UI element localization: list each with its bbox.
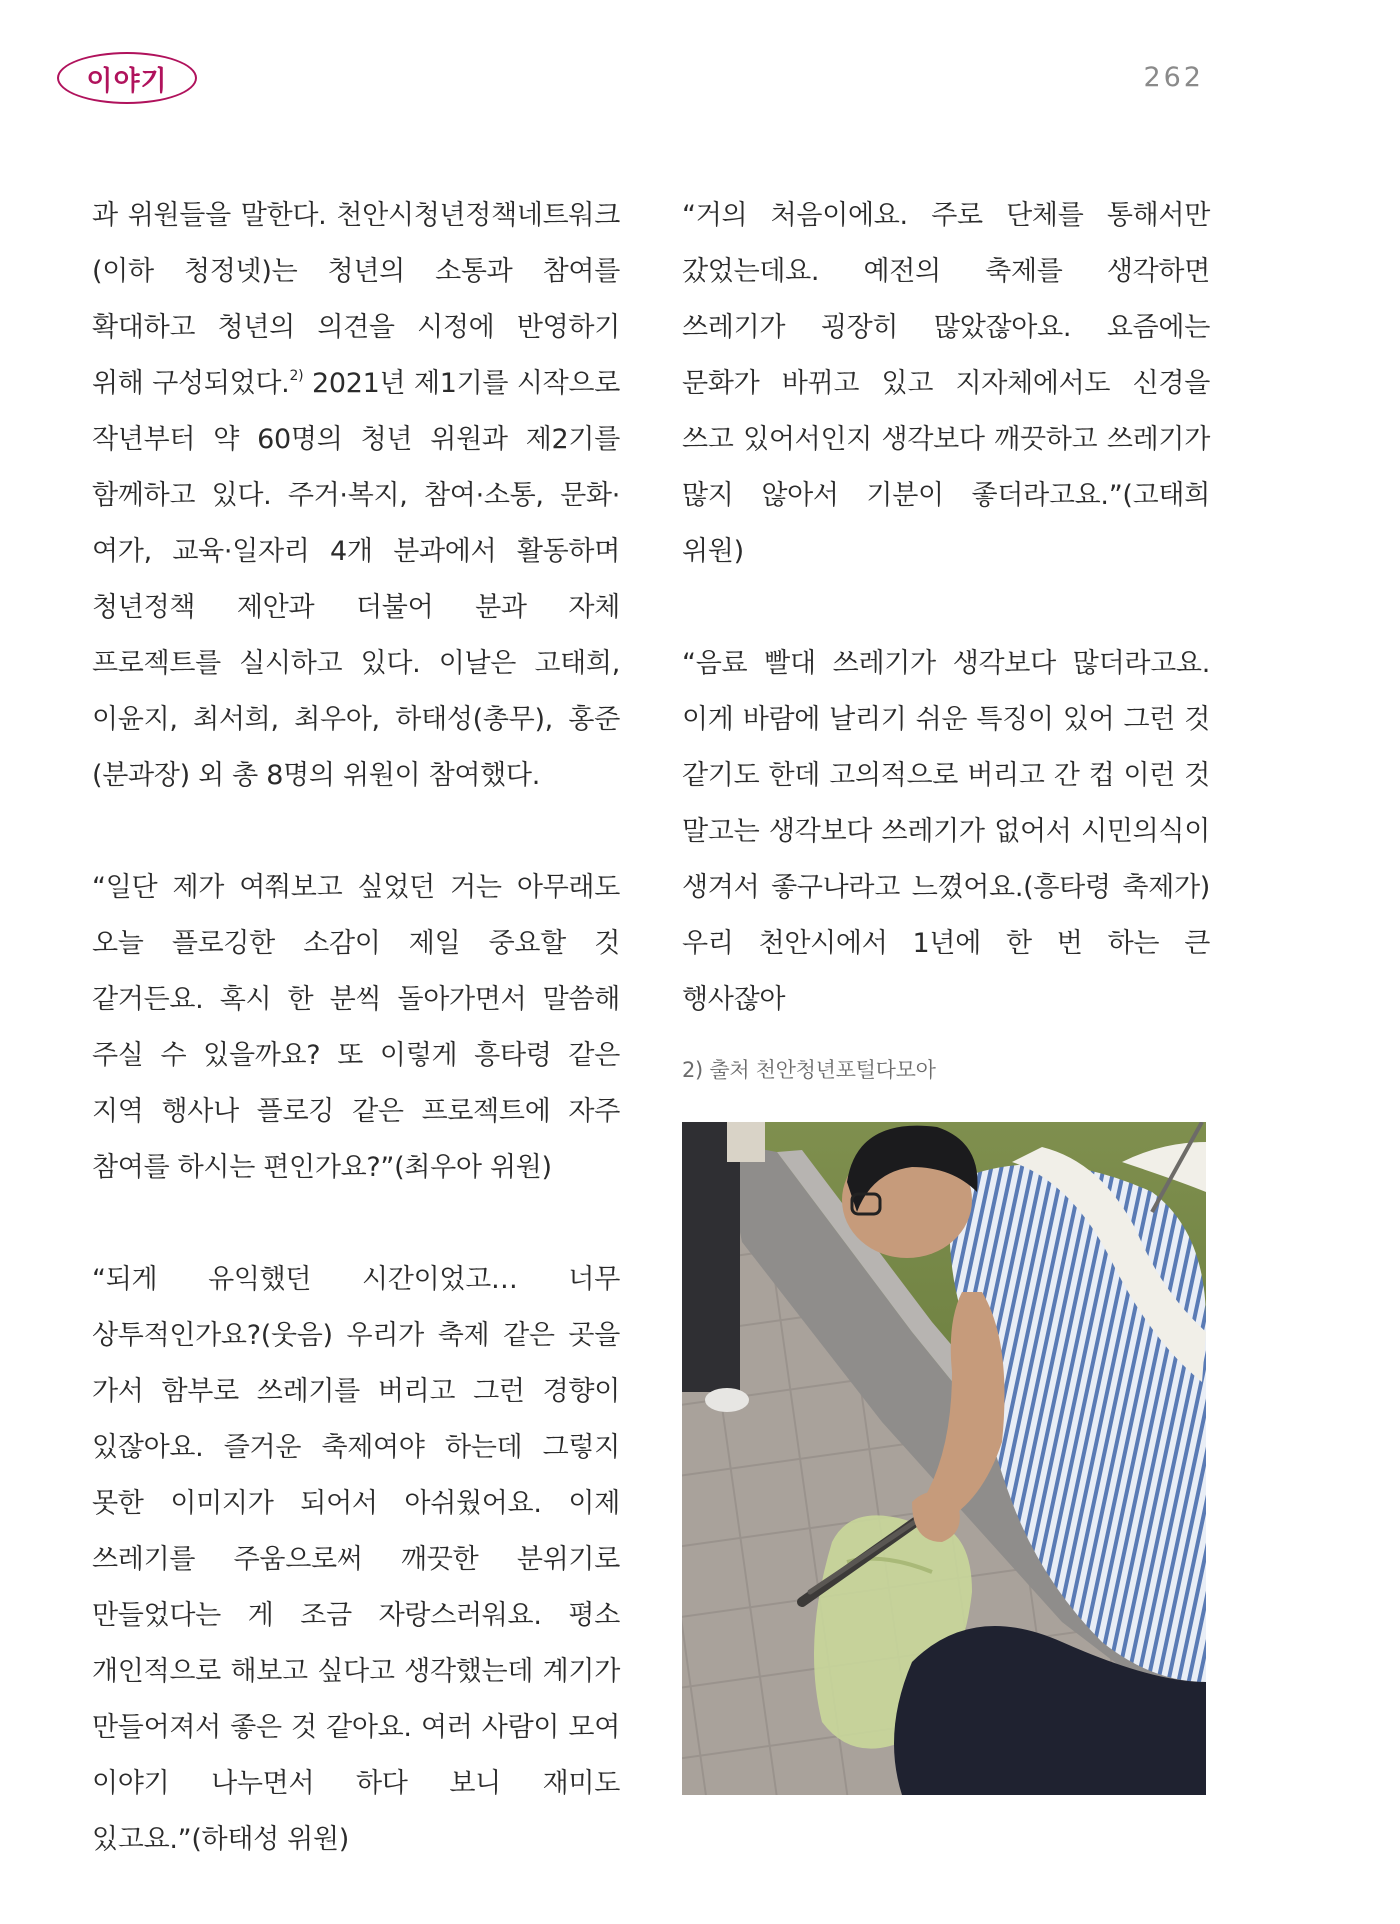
page-number: 262 [1143,62,1204,93]
footnote: 2) 출처 천안청년포털다모아 [682,1058,936,1082]
photo-illustration [682,1122,1206,1795]
quote-straw-trash: “음료 빨대 쓰레기가 생각보다 많더라고요. 이게 바람에 날리기 쉬운 특징이 있어 그런 것 같기도 한데 고의적으로 버리고 간 컵 이런 것 말고는 생각보다 쓰레기가 없어서 시민의식이 생겨서 좋구나라고 느꼈어요.(흥타령 축제가) 우리 천안시에서 1년에 한 번 하는 큰 행사잖아 [682,648,1210,1015]
section-tag: 이야기 [57,52,197,104]
left-column [92,188,620,1924]
intro-text-a: 과 위원들을 말한다. 천안시청년정책네트워크(이하 청정넷)는 청년의 소통과 참여를 확대하고 청년의 의견을 시정에 반영하기 위해 구성되었다. [92,200,620,399]
plogging-photo [682,1122,1206,1795]
paragraph-intro [92,188,620,804]
quote-ha-taesung: “되게 유익했던 시간이었고… 너무 상투적인가요?(웃음) 우리가 축제 같은 곳을 가서 함부로 쓰레기를 버리고 그런 경향이 있잖아요. 즐거운 축제여야 하는데 그렇지 못한 이미지가 되어서 아쉬웠어요. 이제 쓰레기를 주움으로써 깨끗한 분위기로 만들었다는 게 조금 자랑스러워요. 평소 개인적으로 해보고 싶다고 생각했는데 계기가 만들어져서 좋은 것 같아요. 여러 사람이 모여 이야기 나누면서 하다 보니 재미도 있고요.”(하태성 위원) [92,1264,620,1855]
intro-text-b: 2021년 제1기를 시작으로 작년부터 약 60명의 청년 위원과 제2기를 함께하고 있다. 주거·복지, 참여·소통, 문화·여가, 교육·일자리 4개 분과에서 활동하며 청년정책 제안과 더불어 분과 자체 프로젝트를 실시하고 있다. 이날은 고태희, 이윤지, 최서희, 최우아, 하태성(총무), 홍준(분과장) 외 총 8명의 위원이 참여했다. [92,368,620,791]
right-column [682,188,1210,1084]
quote-choi-ua: “일단 제가 여쭤보고 싶었던 거는 아무래도 오늘 플로깅한 소감이 제일 중요할 것 같거든요. 혹시 한 분씩 돌아가면서 말씀해 주실 수 있을까요? 또 이렇게 흥타령 같은 지역 행사나 플로깅 같은 프로젝트에 자주 참여를 하시는 편인가요?”(최우아 위원) [92,872,620,1183]
footnote-ref: 2) [289,368,304,384]
quote-go-taehee: “거의 처음이에요. 주로 단체를 통해서만 갔었는데요. 예전의 축제를 생각하면 쓰레기가 굉장히 많았잖아요. 요즘에는 문화가 바뀌고 있고 지자체에서도 신경을 쓰고 있어서인지 생각보다 깨끗하고 쓰레기가 많지 않아서 기분이 좋더라고요.”(고태희 위원) [682,200,1210,567]
